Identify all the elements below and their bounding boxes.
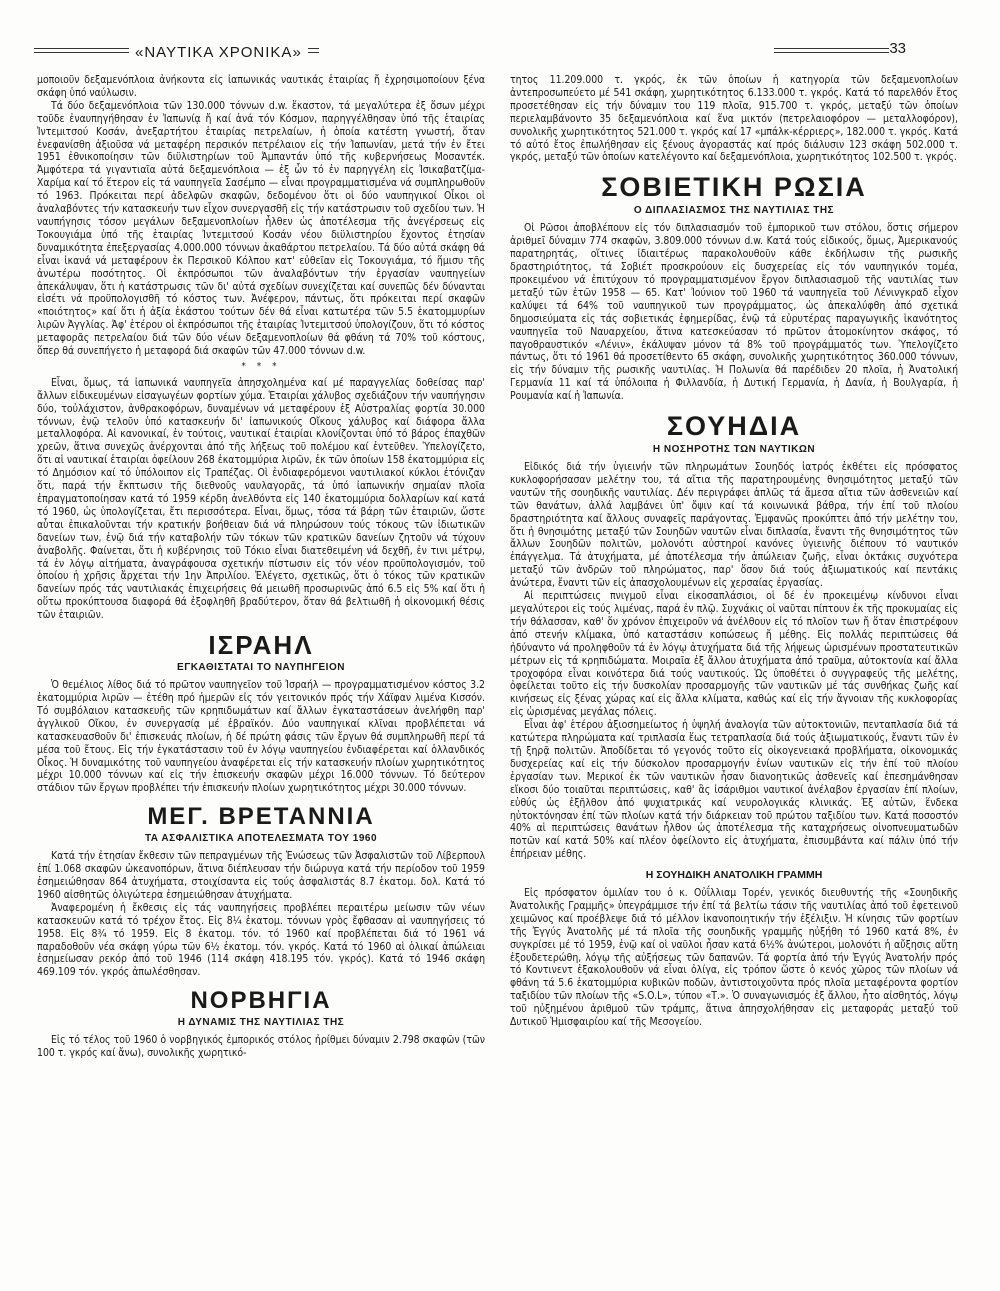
britain-paragraph-2: Ἀναφερομένη ἡ ἔκθεσις εἰς τάς ναυπηγήσεις προβλέπει περαιτέρω μείωσιν τῶν νέων κατασκευῶν κατά τό τρέχον ἔτος. Εἰς 8¼ ἑκατομ. τόννων γρὸς ἔφθασαν αἱ ναυπηγήσεις τό 1958. Εἰς 8¾ τό 1959. Εἰς 8 ἑκατομ. τόν. τό 1960 καί προβλέπεται διά τό 1961 νά παραδοθοῦν νέα σκάφη γύρω τῶν 6½ ἑκατομ. τόν. γκρός. Κατά τό 1960 αἱ ὁλικαί ἀπώλειαι ἐσημείωσαν ρεκόρ ἀπό τοῦ 1946 (114 σκάφη 418.195 τόν. γκρός). Κατά τό 1946 σκάφη 469.109 τόν. γκρός ἀπωλέσθησαν. <box>37 901 485 979</box>
norway-continued-paragraph: τητος 11.209.000 τ. γκρός, ἐκ τῶν ὁποίων ἡ κατηγορία τῶν δεξαμενοπλοίων ἀντεπροσωπεύετο μέ 541 σκάφη, χωρητικότητος 6.133.000 τ. γκρός. Κατά τό παρελθόν ἔτος προσετέθησαν εἰς τήν δύναμιν του 119 πλοῖα, 915.700 τ. γκρός, μεταξύ τῶν ὁποίων περιελαμβάνοντο 35 δεξαμενόπλοια καί ἕνα μικτόν (πετρελαιοφόρον — μεταλλοφόρον), συνολικῆς χωρητικότητος 521.000 τ. γκρός καί 17 «μπάλκ-κέρριερς», 182.000 τ. γκρός. Κατά τό αὐτό ἔτος ἐπωλήθησαν εἰς ξένους ἀγοραστάς καί πρός διάλυσιν 123 σκάφη 502.000 τ. γκρός, μεταξύ τῶν ὁποίων κατελέγοντο καί δεξαμενόπλοια, χωρητικότητος 102.500 τ. γκρός. <box>510 74 958 164</box>
israel-heading: ΙΣΡΑΗΛ <box>208 630 314 661</box>
sweden-heading: ΣΟΥΗΔΙΑ <box>666 411 802 442</box>
soviet-paragraph: Οἱ Ρῶσοι ἀποβλέπουν εἰς τόν διπλασιασμόν τοῦ ἐμπορικοῦ των στόλου, ὅστις σήμερον ἀριθμεῖ δύναμιν 774 σκαφῶν, 3.809.000 τόννων d.w. Κατά τούς εἰδικούς, ὅμως, Ἀμερικανούς παρατηρητάς, οἵτινες ἰδιαιτέρως παρακολουθοῦν κάθε ἐκδήλωσιν τῆς ρωσικῆς δραστηριότητος, τά Σοβιέτ προσκρούουν εἰς δυσχερείας εἰς τόν ναυπηγικόν τομέα, προκειμένου νά ἐπιτύχουν τό προγραμματισμένον ἔργον διπλασιασμοῦ τῆς ναυτιλίας των μεταξύ τῶν ἐτῶν 1958 — 65. Κατ' Ἰούνιον τοῦ 1960 τά ναυπηγεῖα τοῦ Λένινγκραδ εἶχον καλύψει τά 64% τοῦ ναυπηγικοῦ των προγράμματος, ὡς ἀπεκαλύφθη ἀπό σχετικά δημοσιεύματα εἰς τάς σοβιετικάς ἐφημερίδας, ἐνῷ τά εὐρυτέρας παραγωγικῆς ἱκανότητος ναυπηγεῖα τοῦ Ναυαρχείου, ἅτινα κατεσκεύασαν τό πρῶτον ἀτομοκίνητον σκάφος, τό παγοθραυστικόν «Λένιν», ἐκάλυψαν μόνον τά 8% τοῦ προγράμματός των. Ὑπελογίζετο πάντως, ὅτι τό 1961 θά προσετίθεντο 65 σκάφη, συνολικῆς χωρητικότητος 360.000 τόννων, εἰς τήν δύναμιν τῆς ρωσικῆς ναυτιλίας. Ἡ Πολωνία θά παρέδιδεν 20 πλοῖα, ἡ Ἀνατολική Γερμανία 11 καί τά ὑπόλοιπα ἡ Φιλλανδία, ἡ Δυτική Γερμανία, ἡ Δανία, ἡ Βουλγαρία, ἡ Ρουμανία καί ἡ Ἰαπωνία. <box>510 222 958 403</box>
norway-subheading: Η ΔΥΝΑΜΙΣ ΤΗΣ ΝΑΥΤΙΛΙΑΣ ΤΗΣ <box>177 1017 345 1029</box>
sweden-subheading: Η ΝΟΣΗΡΟΤΗΣ ΤΩΝ ΝΑΥΤΙΚΩΝ <box>652 444 816 456</box>
israel-paragraph: Ὁ θεμέλιος λίθος διά τό πρῶτον ναυπηγεῖον τοῦ Ἰσραήλ — προγραμματισμένον κόστος 3.2 ἑκατομμύρια λιρῶν — ἐτέθη πρό ἡμερῶν εἰς τόν γειτονικόν πρός τήν Χάϊφαν λιμένα Κισσόν. Τό συμβόλαιον κατασκευῆς τῶν κρηπιδωμάτων καί ἄλλων ἐγκαταστάσεων ἀνελήφθη παρ' ἀγγλικοῦ Οἴκου, ἐν συνεργασίᾳ μέ ἑβραϊκόν. Δύο ναυπηγικαί κλῖναι προβλέπεται νά κατασκευασθοῦν δι' ἐπισκευάς πλοίων, ἡ δέ πρώτη φάσις τῶν ἔργων θά συμπληρωθῆ περί τά μέσα τοῦ ἔτους. Εἰς τήν ἐγκατάστασιν τοῦ ἐν λόγῳ ναυπηγείου ἐνδιαφέρεται καί ὁλλανδικός Οἶκος. Ἡ δυναμικότης τοῦ ναυπηγείου ἀναφέρεται εἰς τήν κατασκευήν πλοίων χωρητικότητος μέχρι 10.000 τόννων καί εἰς τήν ἐπισκευήν σκαφῶν μέχρι 16.000 τόννων. Τό δεύτερον στάδιον τῶν ἔργων προβλέπει τήν ἐπισκευήν πλοίων χωρητικότητος μέχρι 30.000 τόννων. <box>37 679 485 795</box>
sweden-paragraph-2: Αἱ περιπτώσεις πνιγμοῦ εἶναι εἰκοσαπλάσιοι, οἱ δέ ἐν προκειμένῳ κίνδυνοι εἶναι μεγαλύτεροι εἰς τούς λιμένας, παρά ἐν πλῷ. Συχνάκις οἱ ναῦται πίπτουν ἐκ τῆς προκυμαίας εἰς τήν θάλασσαν, καθ' ὅν χρόνον ἐπιχειροῦν νά ἀνέλθουν εἰς τό πλοῖον των ἤ ὅταν ἐπιστρέφουν ἀπό στενήν κλίμακα, ὑπό καταστάσιν κοπώσεως ἤ μέθης. Εἰς πολλάς περιπτώσεις θά ἠδύναντο νά προληφθοῦν τά ἐν λόγῳ ἀτυχήματα διά τῆς λήψεως ὡρισμένων προστατευτικῶν μέτρων εἰς τά κρηπιδώματα. Μοιραῖα ἐξ ἄλλου ἀτυχήματα ἀπό τραῦμα, αὐτοκτονία καί ἄλλα τροχοφόρα εἶναι κοινότερα διά τούς ναυτικούς. Ὡς ὑποθέτει ὁ συγγραφεύς τῆς μελέτης, ὀφείλεται τοῦτο εἰς τήν δυσκολίαν προσαρμογῆς τῶν ναυτικῶν μέ τάς συνθήκας ζωῆς καί κινήσεως εἰς ξένας χώρας καί εἰς ἄλλα κλίματα, καθώς καί εἰς τήν ἄγνοιαν τῆς κυκλοφορίας εἰς ὡρισμένας μεγάλας πόλεις. <box>510 590 958 719</box>
publication-title: «ΝΑΥΤΙΚΑ ΧΡΟΝΙΚΑ» <box>129 44 308 61</box>
left-column <box>37 74 485 1060</box>
sweden-paragraph-3: Εἶναι ἀφ' ἑτέρου ἀξιοσημείωτος ἡ ὑψηλή ἀναλογία τῶν αὐτοκτονιῶν, πενταπλασία διά τά κατώτερα πληρώματα καί τριπλασία ἕως τετραπλασία διά τούς ἀξιωματικούς, ἔναντι τῶν ἐν τῇ ξηρᾷ πολιτῶν. Ἀποδίδεται τό γεγονός τοῦτο εἰς οἰκογενειακά προβλήματα, οἰκονομικάς δυσχερείας καί εἰς τήν δύσκολον προσαρμογήν ἐνίων ναυτικῶν εἰς τήν ἐπί τοῦ πλοίου ἐργασίαν των. Μερικοί ἐκ τῶν ναυτικῶν ἦσαν διανοητικῶς ἀσθενεῖς καί ἐπεσημάνθησαν εἴκοσι δύο τοιαῦται περιπτώσεις, καθ' ἃς ἰσάριθμοι ναυτικοί ἀνέλαβον ἐργασίαν ἐπί πλοίων, εὐθύς ὡς ἐξῆλθον ἀπό ψυχιατρικάς καί νευρολογικάς κλινικάς. Ἐξ αὐτῶν, ἕνδεκα ηὐτοκτόνησαν ἐπί τῶν πλοίων κατά τήν διάρκειαν τοῦ πρώτου ταξιδίου των. Κατά ποσοστόν 40% αἱ περιπτώσεις θανάτων ἦλθον ὡς ἀποτέλεσμα τῆς καταχρήσεως οἰνοπνευματωδῶν ποτῶν καί κατά 50% καί πλέον ὀφείλοντο εἰς ἀτυχήματα, ἐπισυμβάντα καί πάλιν ὑπό τήν ἐπήρειαν μέθης. <box>510 719 958 861</box>
britain-paragraph-1: Κατά τήν ἐτησίαν ἔκθεσιν τῶν πεπραγμένων τῆς Ἑνώσεως τῶν Ἀσφαλιστῶν τοῦ Λίβερπουλ ἐπί 1.068 σκαφῶν ὠκεανοπόρων, ἅτινα διέπλευσαν τήν διώρυγα κατά τήν περίοδον τοῦ 1959 ἐσημειώθησαν 864 ἀτυχήματα, στοιχίσαντα εἰς τούς ἀσφαλιστάς 8.7 ἑκατομ. δολ. Κατά τό 1960 αἰσθητῶς ὀλιγώτερα ἐσημειώθησαν ἀτυχήματα. <box>37 850 485 901</box>
japan-paragraph-2: Τά δύο δεξαμενόπλοια τῶν 130.000 τόννων d.w. ἕκαστον, τά μεγαλύτερα ἐξ ὅσων μέχρι τοῦδε ἐναυπηγήθησαν ἐν Ἰαπωνίᾳ ἤ καί ἀνά τόν Κόσμον, παρηγγέλθησαν ὑπό τῆς ἑταιρίας Ἰντεμιτσού Κοσάν, ἀνεξαρτήτου ἑταιρίας πετρελαίων, ἡ ὁποία κατέστη γνωστή, ὅταν ἐνεφανίσθη ἀξιοῦσα νά μεταφέρη περσικόν πετρέλαιον εἰς τήν Ἰαπωνίαν, μετά τήν ἐν ἔτει 1951 ἐθνικοποίησιν τῶν διϋλιστηρίων τοῦ Ἀμπαντάν ὑπό τῆς κυβερνήσεως Μοσαντέκ. Ἀμφότερα τά γιγαντιαῖα αὐτά δεξαμενόπλοια — ἐξ ὧν τό ἐν παρηγγέλη εἰς Ἰσικαβατζίμα-Χαρίμα καί τό ἕτερον εἰς τά ναυπηγεῖα Σασέμπο — εἶναι προγραμματισμένα νά συμπληρωθοῦν τό 1963. Πρόκειται περί ἀδελφῶν σκαφῶν, δεδομένου ὅτι οἱ δύο ναυπηγικοί Οἶκοι οἱ ἀναλαβόντες τήν κατασκευήν των εἶχον συνεργασθῆ εἰς τήν κατάστρωσιν τοῦ σχεδίου των. Ἡ ναυπήγησις τόσον μεγάλων δεξαμενοπλοίων ἦλθεν ὡς ἀποτέλεσμα τῆς ἀνεγέρσεως εἰς Τοκουγιάμα ὑπό τῆς ἑταιρίας Ἰντεμιτσού Κοσάν νέου διϋλιστηρίου ἔχοντος ἐτησίαν δυναμικότητα ἐπεξεργασίας 4.000.000 τόννων ἀκαθάρτου πετρελαίου. Τά δύο αὐτά σκάφη θά εἶναι ἱκανά νά μεταφέρουν ἐκ Περσικοῦ Κόλπου κατ' εὐθεῖαν εἰς Τοκουγιάμα, τό ἥμισυ τῆς ἀνωτέρω ποσότητος. Οἱ ἐκπρόσωποι τῶν ἀναλαβόντων τήν ἐργασίαν ναυπηγείων ἀπεκάλυψαν, ὅτι ἡ κατάστρωσις τῶν δι' αὐτά σχεδίων συνεχίζεται καί συνεπῶς δέν δύνανται εἰσέτι νά προϋπολογισθῆ τό κόστος των. Ἀνέφερον, πάντως, ὅτι πρόκειται περί σκαφῶν «ποιότητος» καί ὅτι ἡ ἀξία ἑκάστου τούτων δέν θά εἶναι κατωτέρα τῶν 5.5 ἑκατομμυρίων λιρῶν Ἀγγλίας. Ἀφ' ἑτέρου οἱ ἐκπρόσωποι τῆς ἑταιρίας Ἰντεμιτσού ὑπολογίζουν, ὅτι τό κόστος μεταφορᾶς πετρελαίου διά τῶν δύο νέων δεξαμενοπλοίων θά φθάνη τά 70% τοῦ κόστους, ὅπερ θά συνεπήγετο ἡ μεταφορά διά σκαφῶν τῶν 47.000 τόννων d.w. <box>37 99 485 358</box>
britain-subheading: ΤΑ ΑΣΦΑΛΙΣΤΙΚΑ ΑΠΟΤΕΛΕΣΜΑΤΑ ΤΟΥ 1960 <box>144 833 378 845</box>
header-rule-right <box>774 48 889 53</box>
page-header <box>34 40 946 70</box>
right-column <box>510 74 958 1029</box>
israel-subheading: ΕΓΚΑΘΙΣΤΑΤΑΙ ΤΟ ΝΑΥΠΗΓΕΙΟΝ <box>177 662 345 674</box>
swedish-east-line-paragraph: Εἰς πρόσφατον ὁμιλίαν του ὁ κ. Οὐΐλλιαμ Τορέν, γενικός διευθυντής τῆς «Σουηδικῆς Ἀνατολικῆς Γραμμῆς» ὑπεγράμμισε τήν ἐπί τά βελτίω τάσιν τῆς ναυτιλίας ἀπό τοῦ ἐφετεινοῦ χειμῶνος καί προέβλεψε διά τό μέλλον ἱκανοποιητικήν τήν ἐξέλιξιν. Ἡ κίνησις τῶν φορτίων τῆς Ἐγγύς Ἀνατολῆς μέ τά πλοῖα τῆς σουηδικῆς γραμμῆς ηὐξήθη τό 1960 κατά 8%, ἐν συγκρίσει μέ τό 1959, ἐνῷ καί οἱ ναῦλοι ἦσαν κατά 6½% ἀνώτεροι, μολονότι ἡ αὔξησις αὕτη ἐξουδετερώθη, λόγῳ τῆς αὐξήσεως τῶν δαπανῶν. Τά φορτία ἀπό τήν Ἐγγύς Ἀνατολήν πρός τό Κοντινεντ ἐξακολουθοῦν νά εἶναι ὀλίγα, εἰς τρόπον ὥστε ὁ κενός χῶρος τῶν πλοίων νά φθάνη τά 5.6 ἑκατομμύρια κυβικῶν ποδῶν, ἀντιστοιχοῦντα πρός πλοῖα μεταφέροντα φορτίον ταξιδίου τῶν πλοίων τῆς «S.O.L», τύπου «Τ.». Ὁ συναγωνισμός ἐξ ἄλλου, ἦτο αἰσθητός, λόγῳ τοῦ ηὐξημένου ἀριθμοῦ τῶν τράμπς, ἅτινα ἀπησχολήθησαν εἰς μεταφοράς μεταξύ τοῦ Δυτικοῦ Ἡμισφαιρίου καί τῆς Μεσογείου. <box>510 887 958 1029</box>
japan-paragraph-3: Εἶναι, ὅμως, τά ἰαπωνικά ναυπηγεῖα ἀπησχολημένα καί μέ παραγγελίας δοθείσας παρ' ἄλλων εἰδικευμένων εἰσαγωγέων φορτίων χύμα. Ἑταιρίαι χάλυβος σχεδιάζουν τήν ναυπήγησιν δύο, τοὐλάχιστον, ἀνθρακοφόρων, δυναμένων νά μεταφέρουν ἐξ Αὐστραλίας φορτία 30.000 τόννων, ἐνῷ τελοῦν ὑπό κατασκευήν δι' ἰαπωνικούς Οἴκους χάλυβος καί διάφορα ἄλλα μεταλλοφόρα. Αἱ κανονικαί, ἐν τούτοις, ναυτικαί ἑταιρίαι κλονίζονται ὑπό τό βάρος ἐπαχθῶν χρεῶν, ἅτινα συνεχῶς ἀνέρχονται ἀπό τῆς λήξεως τοῦ πολέμου καί ἐντεῦθεν. Ὑπελογίζετο, ὅτι αἱ ναυτικαί ἑταιρίαι ὀφείλουν 268 ἑκατομμύρια λιρῶν, ἐκ τῶν ὁποίων 158 ἑκατομμύρια εἰς τό Δημόσιον καί τό ὑπόλοιπον εἰς Τραπέζας. Οἱ ἐνδιαφερόμενοι ναυτιλιακοί κύκλοι ἐτόνιζαν ὅτι, παρά τήν ἔκπτωσιν τῆς διεθνοῦς ναυλαγορᾶς, τά ὑπό ἰαπωνικήν σημαίαν πλοῖα ἐπραγματοποίησαν κατά τό 1959 κέρδη ἀνελθόντα εἰς 140 ἑκατομμύρια δολλαρίων καί κατά τό 1960, ὡς ὑπολογίζεται, ἔτι περισσότερα. Εἶναι, ὅμως, τόσα τά βάρη τῶν ἑταιριῶν, ὥστε αὗται ἐπικαλοῦνται τήν κρατικήν βοήθειαν διά νά πληρώσουν τούς τόκους τῶν ἰδιωτικῶν δανείων των, ἐνῷ διά τήν καταβολήν τῶν τόκων τῶν κρατικῶν δανείων ζητοῦν νά τύχουν ἀναβολῆς. Φαίνεται, ὅτι ἡ κυβέρνησις τοῦ Τόκιο εἶναι διατεθειμένη νά δεχθῆ, ἐν τινι μέτρῳ, τά ἐν λόγῳ αἰτήματα, ἀναγράφουσα σχετικήν πίστωσιν εἰς τόν νέον προϋπολογισμόν, τοῦ ὁποίου ἡ χρῆσις ἄρχεται τήν 1ην Ἀπριλίου. Ἐλέγετο, σχετικῶς, ὅτι ὁ τόκος τῶν κρατικῶν δανείων πρός τάς ναυτιλιακάς ἐπιχειρήσεις θά μειωθῆ προσωρινῶς ἀπό 6.5 εἰς 5% καί ὅτι ἡ οὕτω προκύπτουσα διαφορά θά ἐξοφληθῆ βραδύτερον, ὅταν θά βελτιωθῆ ἡ οἰκονομική θέσις τῶν ἑταιριῶν. <box>37 376 485 622</box>
soviet-subheading: Ο ΔΙΠΛΑΣΙΑΣΜΟΣ ΤΗΣ ΝΑΥΤΙΛΙΑΣ ΤΗΣ <box>633 205 835 217</box>
soviet-heading: ΣΟΒΙΕΤΙΚΗ ΡΩΣΙΑ <box>601 172 867 203</box>
japan-paragraph-1: μοποιοῦν δεξαμενόπλοια ἀνήκοντα εἰς ἰαπωνικάς ναυτικάς ἑταιρίας ἤ ἐχρησιμοποίουν ξένα σκάφη ὑπό ναύλωσιν. <box>37 74 485 99</box>
britain-heading: ΜΕΓ. ΒΡΕΤΑΝΝΙΑ <box>147 803 375 831</box>
sweden-paragraph-1: Εἰδικός διά τήν ὑγιεινήν τῶν πληρωμάτων Σουηδός ἰατρός ἐκθέτει εἰς πρόσφατος κυκλοφορήσασαν μελέτην του, τά αἴτια τῆς παρατηρουμένης θνησιμότητος μεταξύ τῶν ναυτῶν τῆς σουηδικῆς ναυτιλίας. Δέν περιγράφει ἁπλῶς τά ἄμεσα αἴτια τῶν ἀσθενειῶν καί τῶν θανάτων, ἀλλά λαμβάνει ὑπ' ὄψιν καί τά κοινωνικά βάθρα, τήν ἐπί τοῦ πλοίου δραστηριότητα καί ἄλλους συναφεῖς παράγοντας. Ἐμφανῶς προκύπτει ἀπό τήν μελέτην του, ὅτι ἡ θνησιμότης μεταξύ τῶν Σουηδῶν ναυτῶν εἶναι διπλασία, ἔναντι τῆς θνησιμότητος τῶν ἄλλων Σουηδῶν πολιτῶν, μολονότι αὐστηροί κανόνες ὑγιεινῆς διέπουν τό ναυτικόν ἐπάγγελμα. Τά ἀτυχήματα, μέ ἀποτέλεσμα τήν ἀπώλειαν ζωῆς, εἶναι ὀκτάκις συχνότερα μεταξύ τῶν ἀνδρῶν τοῦ πληρώματος, παρ' ὅσον διά τούς ἀξιωματικούς καί πεντάκις ἀνώτερα, ἔναντι τῶν εἰς ἀπασχολουμένων εἰς χερσαίας ἐργασίας. <box>510 461 958 590</box>
page-number: 33 <box>889 40 906 57</box>
norway-paragraph: Εἰς τό τέλος τοῦ 1960 ὁ νορβηγικός ἐμπορικός στόλος ἠρίθμει δύναμιν 2.798 σκαφῶν (τῶν 100 τ. γκρός καί ἄνω), συνολικῆς χωρητικό- <box>37 1034 485 1060</box>
section-separator: * * * <box>241 360 281 372</box>
norway-heading: ΝΟΡΒΗΓΙΑ <box>190 987 332 1015</box>
swedish-east-line-heading: Η ΣΟΥΗΔΙΚΗ ΑΝΑΤΟΛΙΚΗ ΓΡΑΜΜΗ <box>645 869 823 882</box>
